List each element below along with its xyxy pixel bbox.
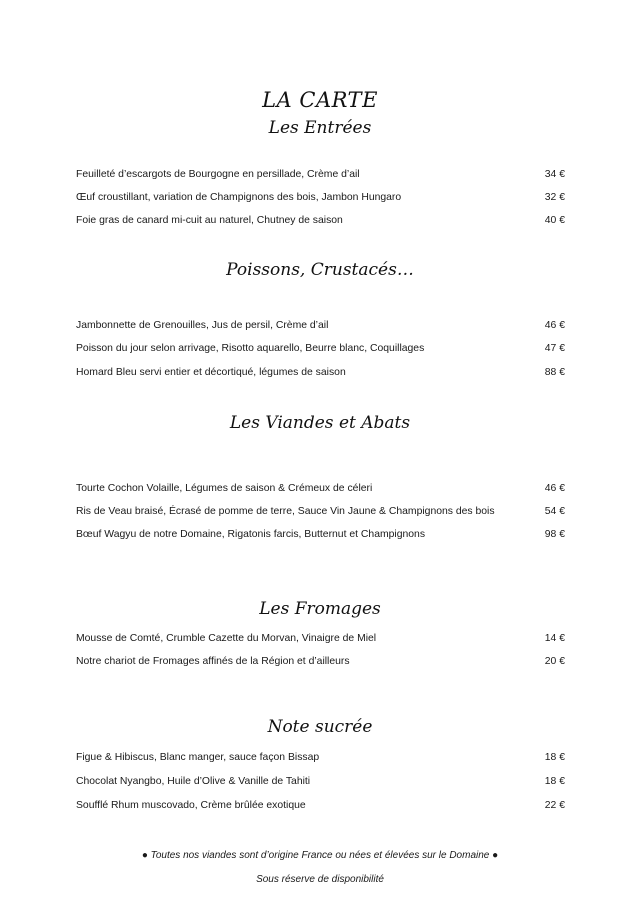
availability-note: Sous réserve de disponibilité <box>256 874 384 885</box>
menu-item-price: 46 € <box>544 483 565 494</box>
menu-item-price: 98 € <box>544 529 565 540</box>
menu-item-price: 20 € <box>544 656 565 667</box>
menu-item-price: 40 € <box>544 215 565 226</box>
menu-item-price: 18 € <box>544 776 565 787</box>
menu-item-price: 14 € <box>544 633 565 644</box>
menu-item-name: Bœuf Wagyu de notre Domaine, Rigatonis farcis, Butternut et Champignons <box>76 529 426 540</box>
menu-item-name: Ris de Veau braisé, Écrasé de pomme de terre, Sauce Vin Jaune & Champignons des bois <box>76 506 495 517</box>
menu-item-price: 22 € <box>544 800 565 811</box>
section-title-viandes: Les Viandes et Abats <box>229 413 411 433</box>
menu-item-name: Mousse de Comté, Crumble Cazette du Morvan, Vinaigre de Miel <box>76 633 377 644</box>
menu-item-name: Chocolat Nyangbo, Huile d’Olive & Vanille de Tahiti <box>76 776 311 787</box>
menu-item <box>76 750 565 766</box>
menu-item-name: Soufflé Rhum muscovado, Crème brûlée exotique <box>76 800 306 811</box>
menu-item-name: Tourte Cochon Volaille, Légumes de saison & Crémeux de céleri <box>76 483 373 494</box>
menu-item-name: Homard Bleu servi entier et décortiqué, légumes de saison <box>76 367 346 378</box>
menu-item <box>76 654 565 670</box>
menu-item <box>76 631 565 647</box>
menu-item-price: 32 € <box>544 192 565 203</box>
menu-item-price: 54 € <box>544 506 565 517</box>
menu-item <box>76 774 565 790</box>
menu-item-name: Figue & Hibiscus, Blanc manger, sauce façon Bissap <box>76 752 320 763</box>
section-title-poissons: Poissons, Crustacés… <box>226 260 414 280</box>
menu-item <box>76 167 565 183</box>
menu-item-name: Feuilleté d’escargots de Bourgogne en persillade, Crème d’ail <box>76 169 360 180</box>
menu-item <box>76 318 565 334</box>
menu-item-name: Poisson du jour selon arrivage, Risotto aquarello, Beurre blanc, Coquillages <box>76 343 425 354</box>
menu-item <box>76 190 565 206</box>
menu-item-price: 18 € <box>544 752 565 763</box>
menu-item-name: Œuf croustillant, variation de Champignons des bois, Jambon Hungaro <box>76 192 402 203</box>
menu-item <box>76 213 565 229</box>
menu-item <box>76 504 565 520</box>
menu-item <box>76 365 565 381</box>
menu-item-name: Notre chariot de Fromages affinés de la Région et d’ailleurs <box>76 656 350 667</box>
menu-item <box>76 481 565 497</box>
menu-item <box>76 341 565 357</box>
menu-item-price: 47 € <box>544 343 565 354</box>
section-title-entrees: Les Entrées <box>268 118 372 138</box>
menu-item <box>76 527 565 543</box>
menu-item <box>76 798 565 814</box>
menu-item-price: 34 € <box>544 169 565 180</box>
origin-note: ● Toutes nos viandes sont d’origine France ou nées et élevées sur le Domaine ● <box>141 850 499 861</box>
menu-item-price: 46 € <box>544 320 565 331</box>
menu-item-name: Jambonnette de Grenouilles, Jus de persil, Crème d’ail <box>76 320 329 331</box>
menu-title: LA CARTE <box>262 88 378 112</box>
menu-item-name: Foie gras de canard mi-cuit au naturel, Chutney de saison <box>76 215 343 226</box>
section-title-fromages: Les Fromages <box>259 599 381 619</box>
menu-item-price: 88 € <box>544 367 565 378</box>
section-title-note-sucree: Note sucrée <box>267 717 373 737</box>
